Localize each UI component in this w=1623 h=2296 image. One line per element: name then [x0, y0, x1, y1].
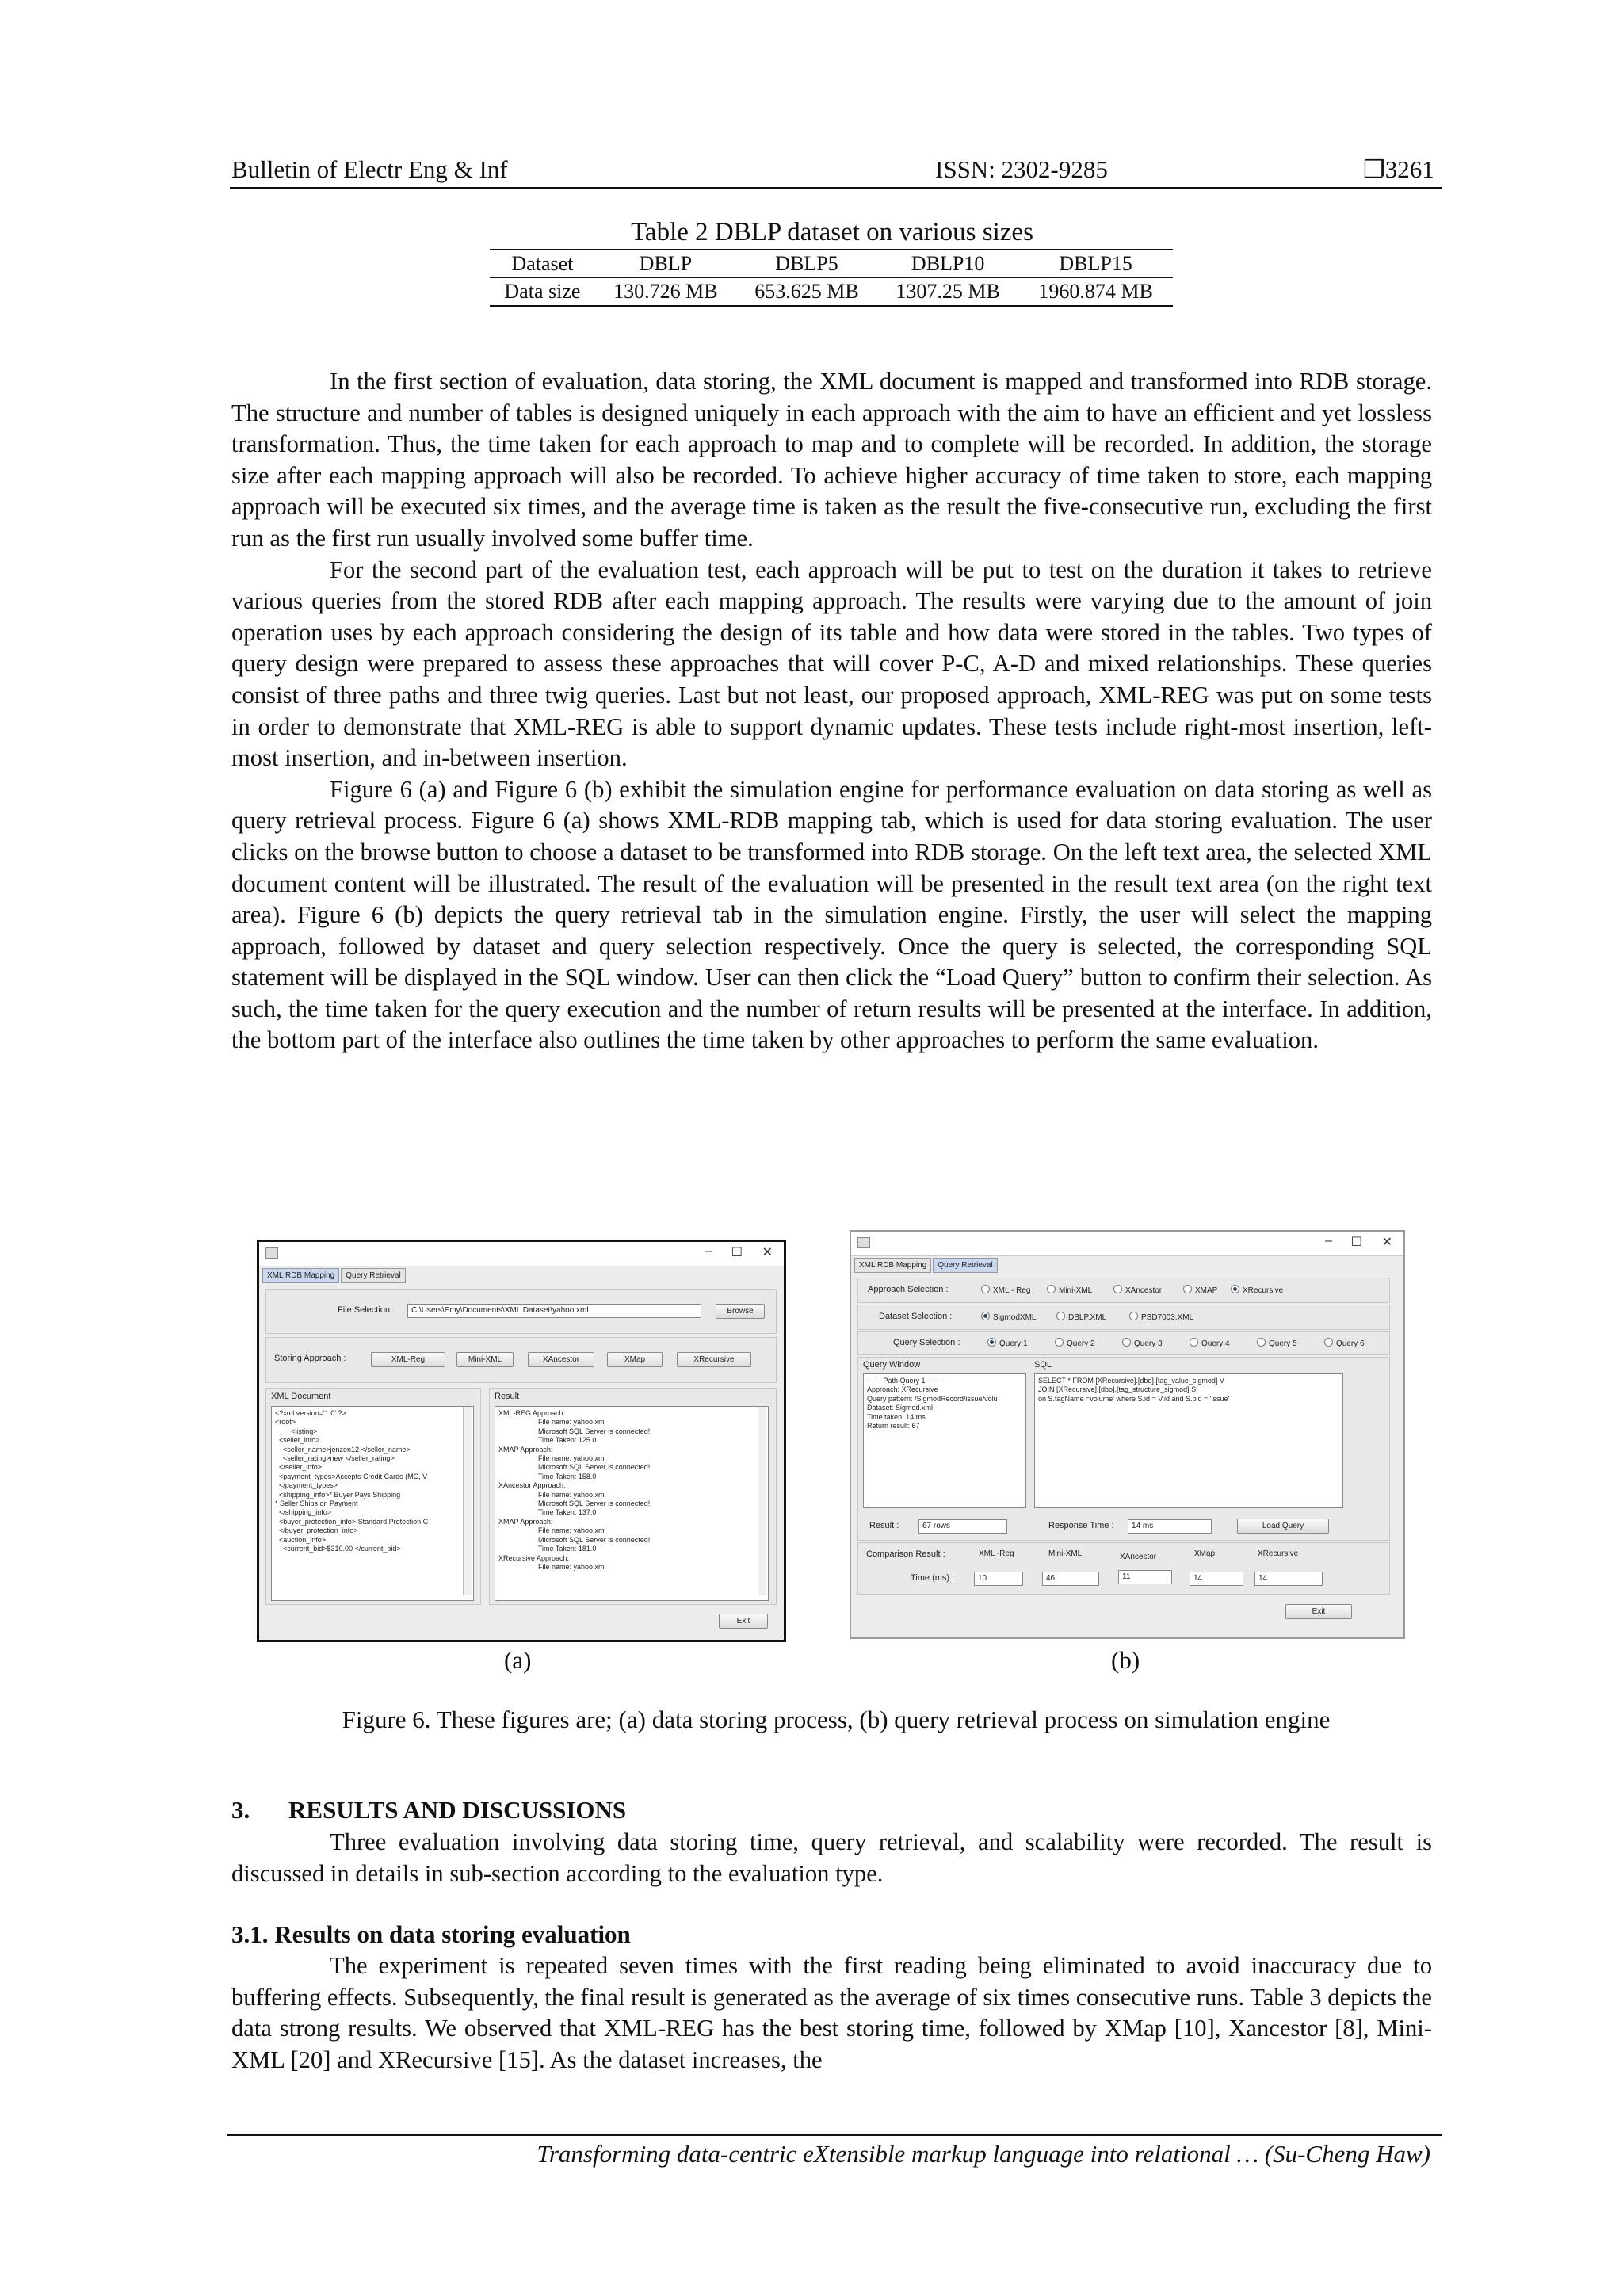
table-header-cell: DBLP5	[736, 250, 877, 278]
query-option-selected: Query 1	[987, 1338, 1028, 1348]
dataset-option: DBLP.XML	[1056, 1312, 1106, 1322]
window-titlebar	[851, 1232, 1403, 1256]
table-caption: Table 2 DBLP dataset on various sizes	[631, 218, 1033, 246]
query-selection-panel	[857, 1331, 1390, 1355]
comparison-name: XML -Reg	[979, 1549, 1014, 1558]
table-cell: 1307.25 MB	[877, 278, 1018, 307]
query-option: Query 2	[1055, 1338, 1095, 1348]
query-window-textarea: ------ Path Query 1 ------ Approach: XRecursive Query pattern: /SigmodRecord/issue/volu Dataset: Sigmod.xml Time taken: 14 ms Return result: 67	[863, 1373, 1026, 1508]
radio-icon	[1122, 1338, 1131, 1347]
minimize-icon: –	[1325, 1234, 1332, 1247]
browse-button: Browse	[716, 1304, 765, 1319]
storing-approach-panel	[265, 1337, 777, 1383]
comparison-name: Mini-XML	[1048, 1549, 1083, 1558]
comparison-name: XMap	[1194, 1549, 1216, 1558]
maximize-icon: ☐	[1350, 1236, 1362, 1249]
table-header-cell: DBLP10	[877, 250, 1018, 278]
approach-selection-label: Approach Selection :	[868, 1285, 949, 1294]
approach-option: XML - Reg	[981, 1285, 1030, 1295]
load-query-button: Load Query	[1237, 1519, 1329, 1534]
body-text	[231, 366, 1432, 1056]
radio-icon	[1129, 1312, 1138, 1320]
xancestor-button: XAncestor	[528, 1352, 594, 1367]
response-time-field: 14 ms	[1128, 1519, 1212, 1534]
approach-option: XAncestor	[1113, 1285, 1162, 1295]
subsection-heading: 3.1. Results on data storing evaluation	[231, 1920, 631, 1948]
comparison-name: XAncestor	[1120, 1553, 1157, 1561]
section-3-text	[231, 1827, 1432, 1889]
xml-reg-button: XML-Reg	[371, 1352, 445, 1367]
comparison-panel	[857, 1542, 1390, 1595]
radio-icon	[1047, 1285, 1056, 1293]
table-cell: 653.625 MB	[736, 278, 877, 307]
figure-caption: Figure 6. These figures are; (a) data storing process, (b) query retrieval process on simulation engine	[342, 1706, 1331, 1733]
radio-icon	[1324, 1338, 1333, 1347]
xml-document-textarea: <?xml version='1.0' ?> <root> <listing> <seller_info> <seller_name>jenzen12 </seller_name> <seller_rating>new </seller_rating> </seller_info> <payment_types>Accepts Credit Cards (MC, V </payment_types> <shipping_info>* Buyer Pays Shipping * Seller Ships on Payment </shipping_info> <buyer_protection_info> Standard Protection C </buyer_protection_info> <auction_info> <current_bid>$310.00 </current_bid>	[271, 1406, 474, 1601]
query-panel	[857, 1357, 1390, 1541]
paragraph: Figure 6 (a) and Figure 6 (b) exhibit the simulation engine for performance evaluation on data storing as well as query retrieval process. Figure 6 (a) shows XML-RDB mapping tab, which is used for data storing evaluation. The user clicks on the browse button to choose a dataset to be transformed into RDB storage. On the left text area, the selected XML document content will be illustrated. The result of the evaluation will be presented in the result text area (on the right text area). Figure 6 (b) depicts the query retrieval tab in the simulation engine. Firstly, the user will select the mapping approach, followed by dataset and query selection respectively. Once the query is selected, the corresponding SQL statement will be displayed in the SQL window. User can then click the “Load Query” button to confirm their selection. As such, the time taken for the query execution and the number of return results will be presented at the interface. In addition, the bottom part of the interface also outlines the time taken by other approaches to perform the same evaluation.	[231, 775, 1432, 1054]
result-field: 67 rows	[918, 1519, 1007, 1534]
result-label: Result :	[869, 1521, 899, 1530]
file-selection-panel	[265, 1289, 777, 1334]
query-option: Query 6	[1324, 1338, 1365, 1348]
query-window-title: Query Window	[863, 1360, 921, 1370]
query-selection-label: Query Selection :	[893, 1338, 960, 1347]
comparison-value: 10	[974, 1572, 1023, 1586]
tab-bar	[262, 1267, 407, 1285]
comparison-value: 14	[1190, 1572, 1243, 1586]
file-path-field: C:\Users\Emy\Documents\XML Dataset\yahoo.xml	[407, 1304, 701, 1318]
comparison-value: 46	[1042, 1572, 1099, 1586]
paragraph: For the second part of the evaluation test, each approach will be put to test on the duration it takes to retrieve various queries from the stored RDB after each mapping approach. The results were varying due to the amount of join operation uses by each approach considering the design of its table and how data were stored in the tables. Two types of query design were prepared to assess these approaches that will cover P-C, A-D and mixed relationships. These queries consist of three paths and three twig queries. Last but not least, our proposed approach, XML-REG was put on some tests in order to demonstrate that XML-REG is able to support dynamic updates. These tests include right-most insertion, left-most insertion, and in-between insertion.	[231, 556, 1432, 772]
sql-title: SQL	[1034, 1360, 1052, 1370]
section-heading: RESULTS AND DISCUSSIONS	[288, 1796, 627, 1824]
time-ms-label: Time (ms) :	[911, 1573, 955, 1583]
comparison-name: XRecursive	[1258, 1549, 1299, 1558]
radio-icon	[1257, 1338, 1266, 1347]
query-option: Query 5	[1257, 1338, 1297, 1348]
storing-approach-label: Storing Approach :	[274, 1354, 346, 1363]
paragraph: In the first section of evaluation, data storing, the XML document is mapped and transformed into RDB storage. The structure and number of tables is designed uniquely in each approach with the aim to have an efficient and yet lossless transformation. Thus, the time taken for each approach to map and to complete will be recorded. In addition, the storage size after each mapping approach will also be recorded. To achieve higher accuracy of time taken to store, each mapping approach will be executed six times, and the average time is taken as the result the five-consecutive run, excluding the first run as the first run usually involved some buffer time.	[231, 368, 1432, 552]
radio-icon	[1056, 1312, 1065, 1320]
radio-icon	[1113, 1285, 1122, 1293]
figure-a-screenshot	[257, 1240, 786, 1642]
radio-selected-icon	[987, 1338, 996, 1347]
dataset-option: PSD7003.XML	[1129, 1312, 1193, 1322]
table-cell: Data size	[490, 278, 595, 307]
exit-button: Exit	[719, 1614, 768, 1629]
page-number-wrap	[1363, 155, 1434, 184]
xmap-button: XMap	[607, 1352, 663, 1367]
table-header-cell: Dataset	[490, 250, 595, 278]
footer-rule	[227, 2134, 1442, 2136]
paragraph: The experiment is repeated seven times with the first reading being eliminated to avoid inaccuracy due to buffering effects. Subsequently, the final result is generated as the average of six times consecutive runs. Table 3 depicts the data strong results. We observed that XML-REG has the best storing time, followed by XMap [10], Xancestor [8], Mini-XML [20] and XRecursive [15]. As the dataset increases, the	[231, 1952, 1432, 2073]
table-header-row	[490, 250, 1173, 278]
figure-b-label: (b)	[1111, 1646, 1140, 1674]
page-box-icon: ❐	[1363, 155, 1385, 183]
tab-query-retrieval: Query Retrieval	[341, 1268, 405, 1283]
sql-textarea: SELECT * FROM [XRecursive].[dbo].[tag_value_sigmod] V JOIN [XRecursive].[dbo].[tag_structure_sigmod] S on S.tagName =volume' where S.id = V.id and S.pid = 'issue'	[1034, 1373, 1343, 1508]
table-header-cell: DBLP	[595, 250, 736, 278]
query-option: Query 3	[1122, 1338, 1163, 1348]
table-header-cell: DBLP15	[1018, 250, 1173, 278]
result-title: Result	[495, 1392, 520, 1401]
result-panel	[489, 1388, 777, 1605]
result-textarea: XML-REG Approach: File name: yahoo.xml Microsoft SQL Server is connected! Time Taken: 125.0 XMAP Approach: File name: yahoo.xml Microsoft SQL Server is connected! Time Taken: 158.0 XAncestor Approach: File name: yahoo.xml Microsoft SQL Server is connected! Time Taken: 137.0 XMAP Approach: File name: yahoo.xml Microsoft SQL Server is connected! Time Taken: 181.0 XRecursive Approach: File name: yahoo.xml	[495, 1406, 769, 1601]
tab-bar	[854, 1257, 999, 1274]
tab-xml-rdb-mapping: XML RDB Mapping	[262, 1268, 339, 1283]
paragraph: Three evaluation involving data storing time, query retrieval, and scalability were recorded. The result is discussed in details in sub-section according to the evaluation type.	[231, 1828, 1432, 1887]
tab-query-retrieval: Query Retrieval	[933, 1258, 997, 1273]
figure-b-screenshot	[850, 1230, 1405, 1639]
xml-scrollbar	[463, 1407, 472, 1595]
window-titlebar	[259, 1242, 784, 1266]
app-icon	[265, 1247, 278, 1259]
journal-name: Bulletin of Electr Eng & Inf	[231, 155, 508, 183]
minimize-icon: –	[705, 1244, 712, 1258]
comparison-value: 14	[1254, 1572, 1323, 1586]
table-row	[490, 278, 1173, 307]
approach-option: XMAP	[1183, 1285, 1217, 1295]
radio-icon	[981, 1285, 990, 1293]
close-icon: ✕	[1381, 1236, 1392, 1249]
table-cell: 130.726 MB	[595, 278, 736, 307]
xml-document-title: XML Document	[271, 1392, 331, 1401]
exit-button: Exit	[1285, 1604, 1352, 1619]
query-option: Query 4	[1190, 1338, 1230, 1348]
section-number: 3.	[231, 1796, 250, 1824]
maximize-icon: ☐	[731, 1246, 743, 1259]
comparison-result-label: Comparison Result :	[866, 1549, 945, 1559]
approach-selection-panel	[857, 1278, 1390, 1303]
dataset-table	[490, 249, 1173, 307]
issn: ISSN: 2302-9285	[935, 155, 1108, 183]
comparison-value: 11	[1118, 1570, 1172, 1584]
radio-icon	[1055, 1338, 1064, 1347]
dataset-selection-label: Dataset Selection :	[879, 1312, 953, 1321]
xml-document-panel	[265, 1388, 481, 1605]
xrecursive-button: XRecursive	[677, 1352, 751, 1367]
radio-selected-icon	[981, 1312, 990, 1320]
figure-a-label: (a)	[504, 1646, 532, 1674]
tab-xml-rdb-mapping: XML RDB Mapping	[854, 1258, 931, 1273]
section-31-text	[231, 1950, 1432, 2076]
footer-text: Transforming data-centric eXtensible markup language into relational … (Su-Cheng Haw)	[537, 2140, 1430, 2168]
radio-icon	[1183, 1285, 1192, 1293]
dataset-selection-panel	[857, 1305, 1390, 1330]
file-selection-label: File Selection :	[338, 1305, 395, 1315]
app-icon	[857, 1237, 870, 1248]
radio-icon	[1190, 1338, 1198, 1347]
radio-selected-icon	[1231, 1285, 1239, 1293]
close-icon: ✕	[762, 1246, 773, 1259]
dataset-option-selected: SigmodXML	[981, 1312, 1036, 1322]
table-cell: 1960.874 MB	[1018, 278, 1173, 307]
mini-xml-button: Mini-XML	[456, 1352, 514, 1367]
approach-option: Mini-XML	[1047, 1285, 1092, 1295]
page-number: 3261	[1384, 155, 1434, 183]
approach-option-selected: XRecursive	[1231, 1285, 1283, 1295]
response-time-label: Response Time :	[1048, 1521, 1114, 1530]
result-scrollbar	[758, 1407, 766, 1595]
header-rule	[230, 187, 1442, 189]
